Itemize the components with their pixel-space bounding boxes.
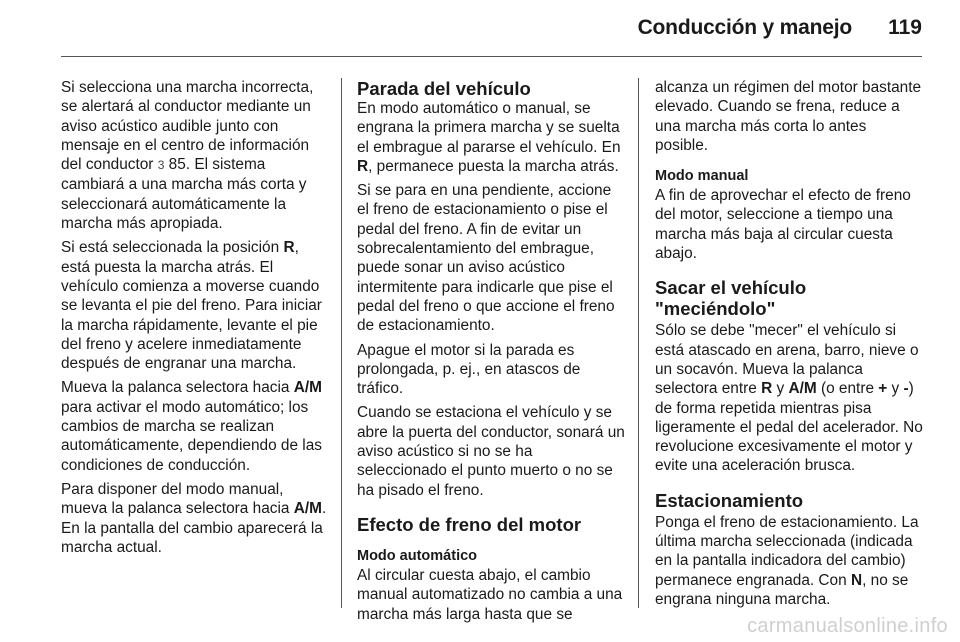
section-heading: Sacar el vehículo "meciéndolo" — [655, 277, 807, 320]
column-3 — [655, 78, 923, 614]
header-rule — [61, 56, 922, 57]
column-divider — [341, 78, 342, 608]
page-reference-number: 85 — [168, 156, 186, 174]
paragraph: Apague el motor si la parada es prolongada, p. ej., en atascos de tráfico. — [357, 341, 581, 398]
paragraph: Ponga el freno de estacionamiento. La última marcha seleccionada (indicada en la pantalla indicadora del cambio) permanece engranada. Con N, no se engrana ninguna marcha. — [655, 513, 919, 608]
paragraph: Mueva la palanca selectora hacia A/M para activar el modo automático; los cambios de marcha se realizan automáticamente, dependiendo de las condiciones de conducción. — [61, 379, 322, 474]
page-reference-arrow-icon: 3 — [157, 158, 165, 173]
paragraph: Si está seleccionada la posición R, está puesta la marcha atrás. El vehículo comienza a moverse cuando se levanta el pie del freno. Para iniciar la marcha rápidamente, levante el pie del freno y acelere inmediatamente después de engranar una marcha. — [61, 239, 322, 373]
watermark: carmanualsonline.info — [747, 615, 948, 637]
paragraph: En modo automático o manual, se engrana la primera marcha y se suelta el embrague al pararse el vehículo. En R, permanece puesta la marcha atrás. — [357, 100, 621, 175]
column-1 — [61, 78, 329, 562]
section-heading: Parada del vehículo — [357, 78, 531, 99]
section-heading: Efecto de freno del motor — [357, 513, 582, 535]
page-number: 119 — [888, 16, 922, 39]
paragraph: A fin de aprovechar el efecto de freno del motor, seleccione a tiempo una marcha más baja al circular cuesta abajo. — [655, 187, 911, 263]
page-title: Conducción y manejo — [637, 16, 852, 39]
paragraph: Si selecciona una marcha incorrecta, se alertará al conductor mediante un aviso acústico audible junto con mensaje en el centro de información del conductor 3 85. El sistema cambiará a una marcha más corta y seleccionará automáticamente la marcha más apropiada. — [61, 79, 314, 233]
section-heading: Estacionamiento — [655, 489, 804, 511]
subsection-heading: Modo automático — [357, 547, 478, 564]
paragraph: Si se para en una pendiente, accione el freno de estacionamiento o pise el pedal del freno. A fin de evitar un sobrecalentamiento del embrague, puede sonar un aviso acústico intermitente para indicarle que pise el pedal del freno o que accione el freno de estacionamiento. — [357, 182, 615, 335]
column-2 — [357, 78, 625, 629]
paragraph: alcanza un régimen del motor bastante elevado. Cuando se frena, reduce a una marcha más corta lo antes posible. — [655, 79, 922, 154]
paragraph: Sólo se debe "mecer" el vehículo si está atascado en arena, barro, nieve o un socavón. Mueva la palanca selectora entre R y A/M (o entre + y -) de forma repetida mientras pisa ligeramente el pedal del acelerador. No revolucione excesivamente el motor y evite una aceleración brusca. — [655, 322, 923, 475]
subsection-heading: Modo manual — [655, 168, 749, 185]
column-divider — [638, 78, 639, 608]
paragraph: Cuando se estaciona el vehículo y se abre la puerta del conductor, sonará un aviso acústico si no se ha seleccionado el punto muerto o no se ha pisado el freno. — [357, 404, 625, 499]
page-header — [0, 0, 960, 56]
paragraph: Para disponer del modo manual, mueva la palanca selectora hacia A/M. En la pantalla del cambio aparecerá la marcha actual. — [61, 480, 327, 556]
paragraph: Al circular cuesta abajo, el cambio manual automatizado no cambia a una marcha más larga hasta que se — [357, 566, 623, 623]
